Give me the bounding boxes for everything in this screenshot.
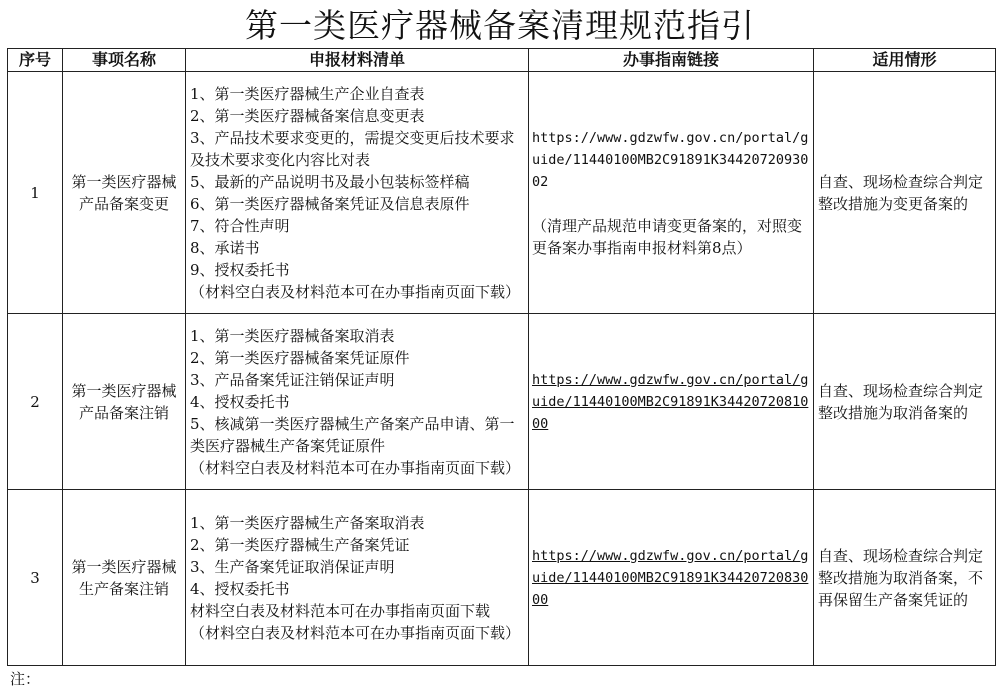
material-item: 3、生产备案凭证取消保证声明	[190, 557, 395, 576]
item-name: 第一类医疗器械产品备案变更	[63, 72, 186, 314]
material-note: （材料空白表及材料范本可在办事指南页面下载）	[190, 623, 521, 642]
header-row	[8, 49, 996, 72]
applicable-case: 自查、现场检查综合判定整改措施为取消备案，不再保留生产备案凭证的	[814, 490, 996, 666]
material-item: 4、授权委托书	[190, 579, 290, 598]
row-number: 2	[8, 314, 63, 490]
header-name: 事项名称	[63, 49, 186, 72]
material-item: 1、第一类医疗器械备案取消表	[190, 326, 395, 345]
applicable-case: 自查、现场检查综合判定整改措施为变更备案的	[814, 72, 996, 314]
guide-link-text[interactable]: https://www.gdzwfw.gov.cn/portal/guide/11440100MB2C91891K3442072093002	[532, 129, 809, 190]
material-item: 2、第一类医疗器械备案信息变更表	[190, 106, 425, 125]
material-item: 7、符合性声明	[190, 216, 290, 235]
guide-table	[7, 48, 996, 666]
material-item: 4、授权委托书	[190, 392, 290, 411]
document-title: 第一类医疗器械备案清理规范指引	[245, 6, 755, 45]
material-item: 3、产品技术要求变更的，需提交变更后技术要求及技术要求变化内容比对表	[190, 128, 515, 169]
footnote: 注：	[10, 670, 41, 688]
material-item: 2、第一类医疗器械备案凭证原件	[190, 348, 410, 367]
material-item: 2、第一类医疗器械生产备案凭证	[190, 535, 410, 554]
material-item: 5、核减第一类医疗器械生产备案产品申请、第一类医疗器械生产备案凭证原件	[190, 414, 515, 455]
materials-list	[186, 490, 529, 666]
link-note: （清理产品规范申请变更备案的，对照变更备案办事指南申报材料第8点）	[532, 216, 803, 257]
guide-link-cell	[529, 314, 814, 490]
material-note: （材料空白表及材料范本可在办事指南页面下载）	[190, 458, 521, 477]
material-item: 8、承诺书	[190, 238, 260, 257]
row-number: 1	[8, 72, 63, 314]
header-applicable: 适用情形	[814, 49, 996, 72]
guide-link[interactable]: https://www.gdzwfw.gov.cn/portal/guide/11440100MB2C91891K3442072083000	[532, 547, 809, 608]
item-name: 第一类医疗器械产品备案注销	[63, 314, 186, 490]
materials-list	[186, 72, 529, 314]
header-materials: 申报材料清单	[186, 49, 529, 72]
table-row	[8, 314, 996, 490]
row-number: 3	[8, 490, 63, 666]
guide-link-cell	[529, 490, 814, 666]
materials-list	[186, 314, 529, 490]
material-item: 1、第一类医疗器械生产备案取消表	[190, 513, 425, 532]
applicable-case: 自查、现场检查综合判定整改措施为取消备案的	[814, 314, 996, 490]
material-item: 1、第一类医疗器械生产企业自查表	[190, 84, 425, 103]
material-item: 5、最新的产品说明书及最小包装标签样稿	[190, 172, 470, 191]
header-link: 办事指南链接	[529, 49, 814, 72]
material-item: 9、授权委托书	[190, 260, 290, 279]
material-note: （材料空白表及材料范本可在办事指南页面下载）	[190, 282, 521, 301]
item-name: 第一类医疗器械生产备案注销	[63, 490, 186, 666]
material-item: 6、第一类医疗器械备案凭证及信息表原件	[190, 194, 470, 213]
header-no: 序号	[8, 49, 63, 72]
guide-link[interactable]: https://www.gdzwfw.gov.cn/portal/guide/11440100MB2C91891K3442072081000	[532, 371, 809, 432]
table-row	[8, 490, 996, 666]
table-row	[8, 72, 996, 314]
guide-link-cell	[529, 72, 814, 314]
material-item: 材料空白表及材料范本可在办事指南页面下载	[190, 601, 491, 620]
material-item: 3、产品备案凭证注销保证声明	[190, 370, 395, 389]
